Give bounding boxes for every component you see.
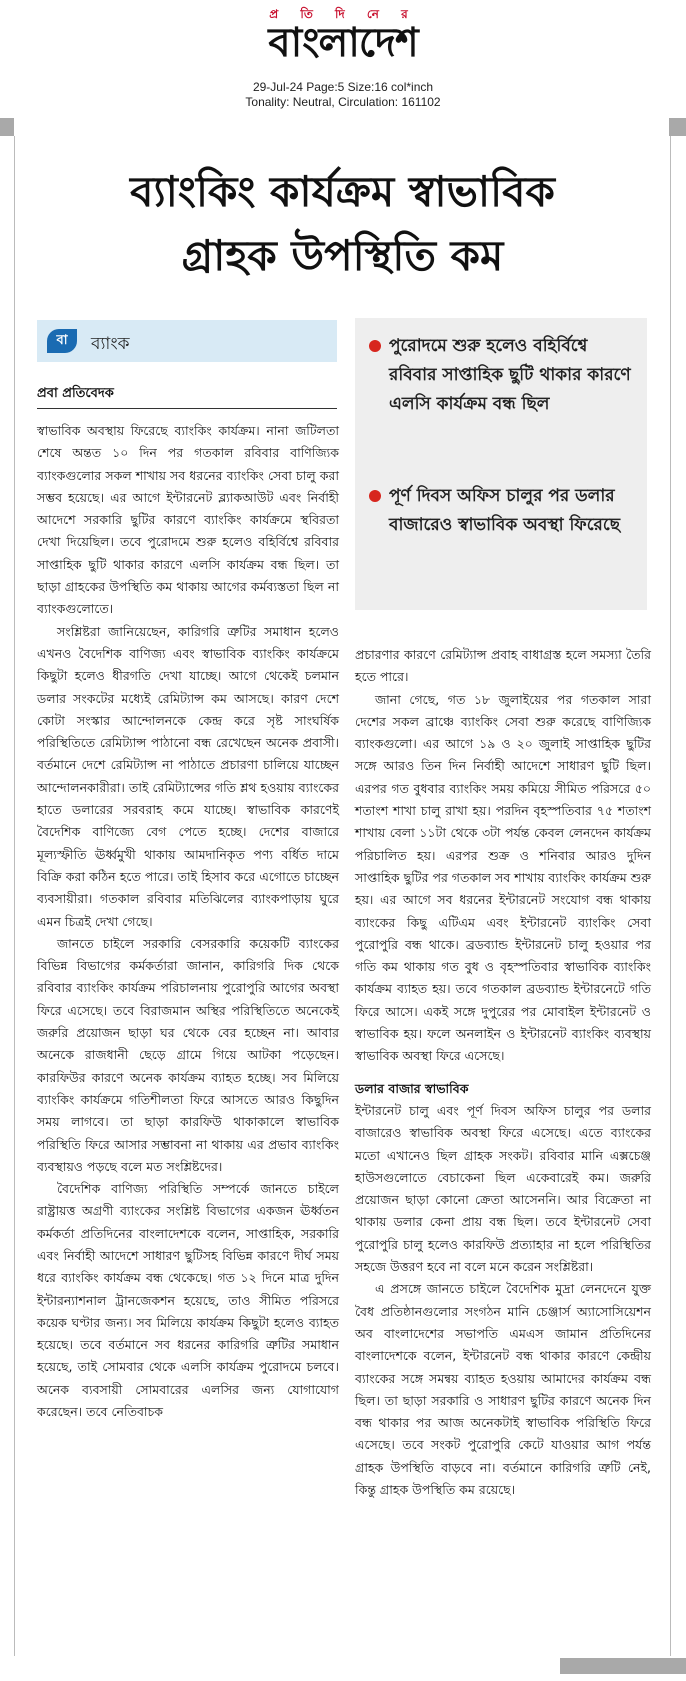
paragraph: সংশ্লিষ্টরা জানিয়েছেন, কারিগরি ত্রুটির সমাধান হলেও এখনও বৈদেশিক বাণিজ্য এবং স্বাভাবিক ব্যাংকিং কার্যক্রমে কিছুটা হলেও ধীরগতি দেখা যাচ্ছে। আগে থেকেই চলমান ডলার সংকটের মধ্যেই রেমিট্যান্স কম আসছে। কারণ দেশে কোটা সংস্কার আন্দোলনকে কেন্দ্র করে সৃষ্ট সাংঘর্ষিক পরিস্থিতিতে রেমিট্যান্স পাঠানো বন্ধ রেখেছেন অনেক প্রবাসী। বর্তমানে দেশে রেমিট্যান্স না পাঠাতে প্রচারণা চালিয়ে যাচ্ছেন আন্দোলনকারীরা। তাই রেমিট্যান্সের গতি শ্লথ হওয়ায় ব্যাংকের হাতে ডলারের সরবরাহ কমে যাচ্ছে। স্বাভাবিক কারণেই বৈদেশিক বাণিজ্যে বেগ পেতে হচ্ছে। দেশের বাজারে মূল্যস্ফীতি ঊর্ধ্বমুখী থাকায় আমদানিকৃত পণ্য বর্ধিত দামে বিক্রি করা কঠিন হতে পারে। তাই হিসাব করে এগোতে চাচ্ছেন ব্যবসায়ীরা। গতকাল রবিবার মতিঝিলের ব্যাংকপাড়ায় ঘুরে এমন চিত্রই দেখা গেছে। (37, 623, 339, 929)
top-border-gap (14, 118, 669, 136)
section-badge-icon: বা (47, 329, 77, 353)
clipping-meta-circulation: Tonality: Neutral, Circulation: 161102 (245, 95, 441, 109)
pull-quote-box (355, 318, 647, 610)
headline-line-2: গ্রাহক উপস্থিতি কম (181, 231, 504, 280)
article (14, 136, 671, 1656)
section-tag (37, 320, 337, 362)
article-column-1 (37, 420, 339, 1423)
red-bullet-icon (369, 340, 381, 352)
clipping-meta-date: 29-Jul-24 Page:5 Size:16 col*inch (252, 80, 434, 94)
paragraph: স্বাভাবিক অবস্থায় ফিরেছে ব্যাংকিং কার্যক্রম। নানা জটিলতা শেষে অন্তত ১০ দিন পর গতকাল রবিবার বাণিজ্যিক ব্যাংকগুলোর সকল শাখায় সব ধরনের ব্যাংকিং সেবা চালু করা সম্ভব হয়েছে। এর আগে ইন্টারনেট ব্ল্যাকআউট এবং নির্বাহী আদেশে সরকারি ছুটির কারণে ব্যাংকিং কার্যক্রমে স্থবিরতা দেখা দিয়েছিল। তবে পুরোদমে শুরু হলেও বহির্বিশ্বে রবিবার সাপ্তাহিক ছুটি থাকার কারণে এলসি কার্যক্রম বন্ধ ছিল। তা ছাড়া গ্রাহকের উপস্থিতি কম থাকায় আগের কর্মব্যস্ততা ছিল না ব্যাংকগুলোতে। (37, 423, 339, 617)
red-bullet-icon (369, 490, 381, 502)
paragraph: এ প্রসঙ্গে জানতে চাইলে বৈদেশিক মুদ্রা লেনদেনে যুক্ত বৈধ প্রতিষ্ঠানগুলোর সংগঠন মানি চেঞ্জার্স অ্যাসোসিয়েশন অব বাংলাদেশের সভাপতি এমএস জামান প্রতিদিনের বাংলাদেশকে বলেন, ইন্টারনেট বন্ধ থাকার কারণে কেন্দ্রীয় ব্যাংকের সঙ্গে সমন্বয় ব্যাহত হওয়ায় আমাদের কার্যক্রম বন্ধ ছিল। তা ছাড়া সরকারি ও সাধারণ ছুটির কারণে অনেক দিন বন্ধ থাকার পর আজ অনেকটাই স্বাভাবিক পরিস্থিতি ফিরে এসেছে। তবে সংকট পুরোপুরি কেটে যাওয়ার আগ পর্যন্ত গ্রাহক উপস্থিতি বাড়বে না। বর্তমানে কারিগরি ত্রুটি নেই, কিন্তু গ্রাহক উপস্থিতি কম রয়েছে। (355, 1281, 651, 1497)
paragraph: প্রচারণার কারণে রেমিট্যান্স প্রবাহ বাধাগ্রস্ত হলে সমস্যা তৈরি হতে পারে। (355, 647, 651, 685)
paragraph: জানা গেছে, গত ১৮ জুলাইয়ের পর গতকাল সারা দেশের সকল ব্রাঞ্চে ব্যাংকিং সেবা শুরু করেছে বাণিজ্যিক ব্যাংকগুলো। এর আগে ১৯ ও ২০ জুলাই সাপ্তাহিক ছুটির সঙ্গে আরও তিন দিন নির্বাহী আদেশে সাধারণ ছুটি ছিল। এরপর গত বুধবার ব্যাংকিং সময় কমিয়ে সীমিত পরিসরে ৫০ শতাংশ শাখা চালু রাখা হয়। পরদিন বৃহস্পতিবার ৭৫ শতাংশ শাখায় বেলা ১১টা থেকে ৩টা পর্যন্ত কেবল লেনদেন কার্যক্রম পরিচালিত হয়। এরপর শুক্র ও শনিবার আরও দুদিন সাপ্তাহিক ছুটির পর গতকাল সব শাখায় ব্যাংকিং কার্যক্রম শুরু হয়। এর আগে সব ধরনের ইন্টারনেট সংযোগ বন্ধ থাকায় ব্যাংকের কিছু এটিএম এবং ইন্টারনেট ব্যাংকিং সেবা পুরোপুরি বন্ধ থাকে। ব্রডব্যান্ড ইন্টারনেট চালু হওয়ার পর গতি কম থাকায় গত বুধ ও বৃহস্পতিবার স্বাভাবিক ব্যাংকিং কার্যক্রম ব্যাহত হয়। তবে গতকাল ব্রডব্যান্ড ইন্টারনেটে গতি ফিরে আসে। একই সঙ্গে দুপুরের পর মোবাইল ইন্টারনেট ও স্বাভাবিক হয়। ফলে অনলাইন ও ইন্টারনেট ব্যাংকিং ব্যবস্থায় স্বাভাবিক অবস্থা ফিরে এসেছে। (355, 691, 651, 1064)
paragraph: বৈদেশিক বাণিজ্য পরিস্থিতি সম্পর্কে জানতে চাইলে রাষ্ট্রায়ত্ত অগ্রণী ব্যাংকের সংশ্লিষ্ট বিভাগের একজন ঊর্ধ্বতন কর্মকর্তা প্রতিদিনের বাংলাদেশকে বলেন, সাপ্তাহিক, সরকারি এবং নির্বাহী আদেশে সাধারণ ছুটিসহ বিভিন্ন কারণে দীর্ঘ সময় ধরে ব্যাংকিং কার্যক্রম বন্ধ থেকেছে। গত ১২ দিনে মাত্র দুদিন ইন্টারন্যাশনাল ট্রানজেকশন হয়েছে, তাও সীমিত পরিসরে কয়েক ঘণ্টার জন্য। সব মিলিয়ে কার্যক্রম কিছুটা হলেও ব্যাহত হয়েছে। তবে বর্তমানে সব ধরনের কারিগরি ত্রুটির সমাধান হয়েছে, তাই সোমবার থেকে এলসি কার্যক্রম পুরোদমে চলবে। অনেক ব্যবসায়ী সোমবারের এলসির জন্য যোগাযোগ করেছেন। তবে নেতিবাচক (37, 1181, 339, 1420)
bottom-border-band (560, 1658, 686, 1674)
headline-line-1: ব্যাংকিং কার্যক্রম স্বাভাবিক (130, 167, 555, 216)
masthead-tagline: প্র তি দি নে র (269, 7, 417, 21)
masthead (0, 0, 686, 112)
paragraph: জানতে চাইলে সরকারি বেসরকারি কয়েকটি ব্যাংকের বিভিন্ন বিভাগের কর্মকর্তারা জানান, কারিগরি দিক থেকে রবিবার ব্যাংকিং কার্যক্রম পরিচালনায় পুরোপুরি আগের অবস্থা ফিরে এসেছে। তবে বিরাজমান অস্থির পরিস্থিতিতে অনেকেই জরুরি প্রয়োজন ছাড়া ঘর থেকে বের হচ্ছেন না। আবার অনেকে রাজধানী ছেড়ে গ্রামে গিয়ে আটকা পড়েছেন। কারফিউর কারণে অনেক কার্যক্রম ব্যাহত হচ্ছে। সব মিলিয়ে ব্যাংকিং কার্যক্রমে গতিশীলতা ফিরে আসতে আরও কিছুদিন সময় লাগবে। তা ছাড়া কারফিউ থাকাকালে স্বাভাবিক পরিস্থিতি ফিরে আসার সম্ভাবনা না থাকায় এর প্রভাব ব্যাংকিং ব্যবস্থায়ও পড়ছে বলে মত সংশ্লিষ্টদের। (37, 935, 339, 1174)
byline-divider (37, 408, 337, 409)
newspaper-logo: বাংলাদেশ (268, 20, 418, 66)
article-column-2 (355, 644, 651, 1501)
section-label: ব্যাংক (91, 334, 130, 354)
pull-quote-text: পূর্ণ দিবস অফিস চালুর পর ডলার বাজারেও স্বাভাবিক অবস্থা ফিরেছে (389, 486, 621, 535)
pull-quote-text: পুরোদমে শুরু হলেও বহির্বিশ্বে রবিবার সাপ্তাহিক ছুটি থাকার কারণে এলসি কার্যক্রম বন্ধ ছিল (389, 336, 631, 414)
byline: প্রবা প্রতিবেদক (37, 386, 114, 401)
subheading: ডলার বাজার স্বাভাবিক (355, 1080, 469, 1096)
paragraph: ইন্টারনেট চালু এবং পূর্ণ দিবস অফিস চালুর পর ডলার বাজারেও স্বাভাবিক অবস্থা ফিরে এসেছে। এতে ব্যাংকের মতো এখানেও ছিল গ্রাহক সংকট। রবিবার মানি এক্সচেঞ্জ হাউসগুলোতে বেচাকেনা ছিল একেবারেই কম। জরুরি প্রয়োজন ছাড়া কোনো ক্রেতা আসেননি। আর বিক্রেতা না থাকায় ডলার কেনা প্রায় বন্ধ ছিল। তবে ইন্টারনেট সেবা পুরোপুরি চালু হলেও কারফিউ প্রত্যাহার না হলে পরিস্থিতির সহজে উত্তরণ হবে না বলে মনে করেন সংশ্লিষ্টরা। (355, 1102, 651, 1275)
